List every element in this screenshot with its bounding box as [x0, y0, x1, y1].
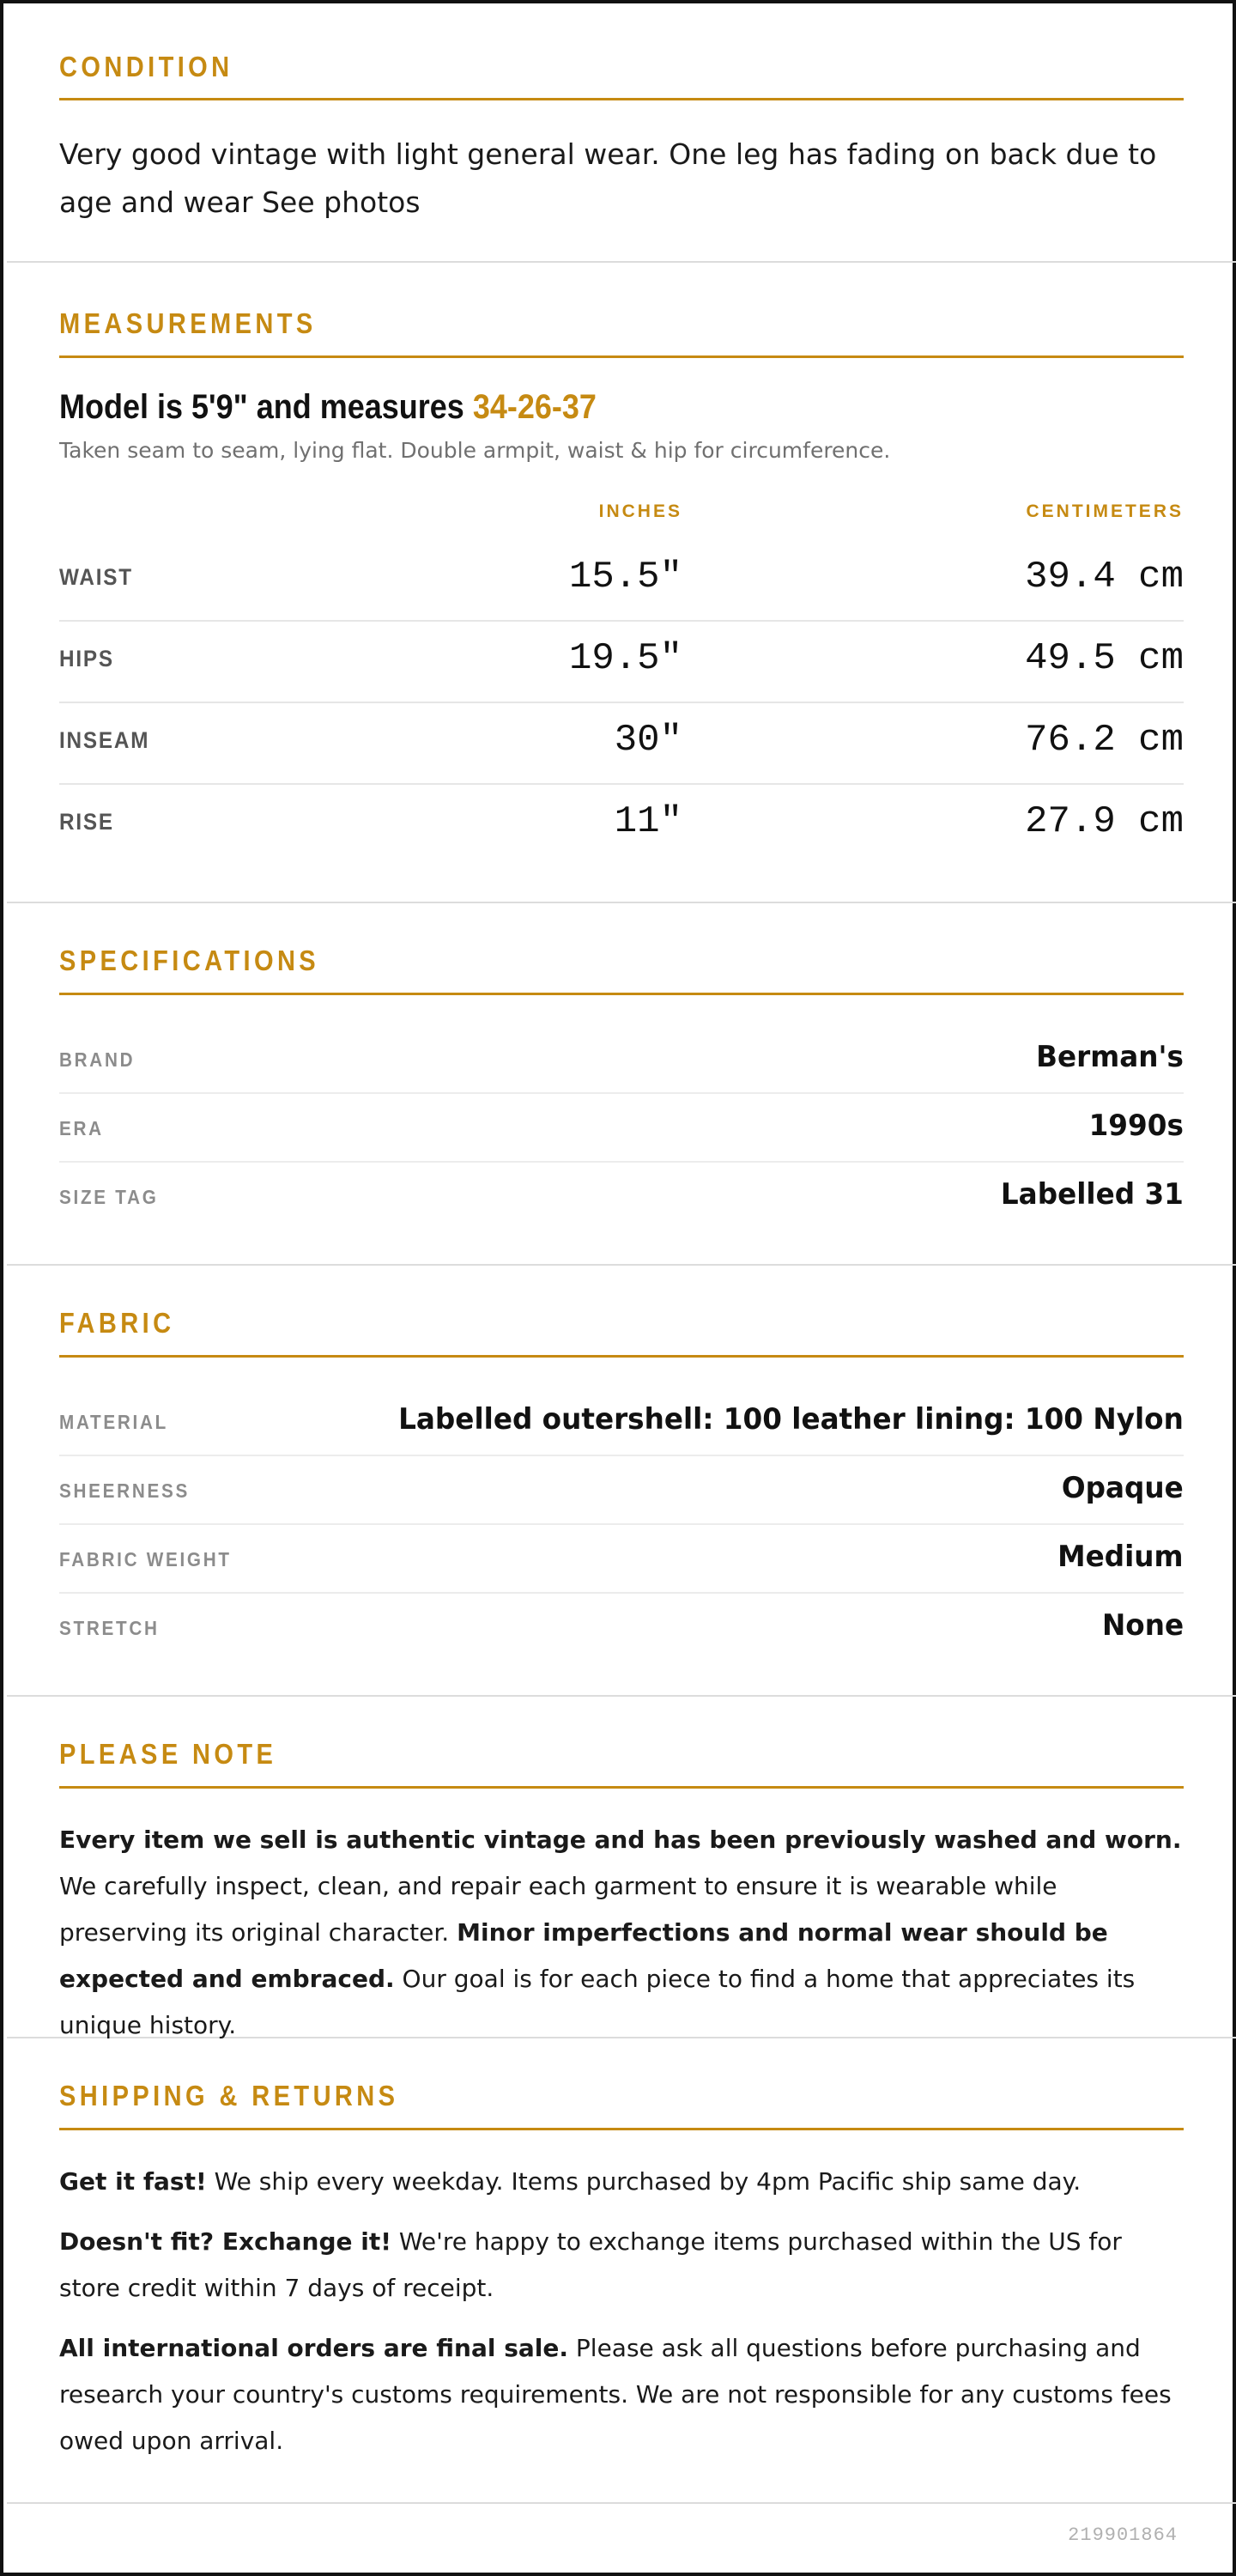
measurement-inches: 15.5" — [568, 556, 682, 598]
measurement-inches: 30" — [614, 719, 682, 762]
condition-rule — [59, 98, 1184, 100]
spec-value: Berman's — [1036, 1040, 1184, 1074]
fabric-row-sheerness — [59, 1456, 1184, 1525]
shipping-text-3: Please ask all questions before purchasing and research your country's customs requirements. We are not responsible for any customs fees owed upon arrival. — [59, 2334, 1172, 2455]
measurement-inches: 11" — [614, 800, 682, 843]
fabric-label: STRETCH — [59, 1617, 160, 1639]
fabric-title: FABRIC — [59, 1307, 175, 1339]
fabric-value: Medium — [1057, 1540, 1184, 1574]
specifications-title: SPECIFICATIONS — [59, 945, 320, 976]
fabric-row-material — [59, 1388, 1184, 1456]
fabric-label: FABRIC WEIGHT — [59, 1548, 232, 1571]
item-id: 219901864 — [1068, 2524, 1178, 2546]
please-note-bold-1: Every item we sell is authentic vintage and has been previously washed and worn. — [59, 1826, 1182, 1854]
fabric-rule — [59, 1355, 1184, 1358]
condition-text: Very good vintage with light general wear. One leg has fading on back due to age and wear See photos — [59, 137, 1157, 219]
measurement-row-hips — [59, 622, 1184, 703]
spec-label: SIZE TAG — [59, 1186, 159, 1208]
measurement-label: WAIST — [59, 564, 133, 590]
measurement-label: RISE — [59, 809, 114, 835]
specifications-section — [7, 903, 1236, 1266]
spec-label: BRAND — [59, 1048, 136, 1071]
fabric-row-stretch — [59, 1594, 1184, 1662]
please-note-text — [59, 1817, 1184, 2049]
measurement-label: INSEAM — [59, 727, 150, 753]
please-note-title: PLEASE NOTE — [59, 1738, 277, 1770]
measurement-label: HIPS — [59, 646, 114, 671]
fabric-label: SHEERNESS — [59, 1479, 190, 1502]
fabric-value: None — [1101, 1608, 1184, 1643]
inches-column-header: INCHES — [598, 501, 682, 521]
measurement-inches: 19.5" — [568, 637, 682, 680]
condition-title: CONDITION — [59, 51, 233, 82]
specifications-rule — [59, 993, 1184, 995]
shipping-section — [7, 2038, 1236, 2504]
measurements-section — [7, 263, 1236, 903]
fabric-value: Labelled outershell: 100 leather lining: 100 Nylon — [398, 1402, 1184, 1437]
please-note-rule — [59, 1786, 1184, 1789]
measurement-cm: 27.9 cm — [1025, 800, 1184, 843]
fabric-row-weight — [59, 1525, 1184, 1594]
shipping-paragraph-international — [59, 2325, 1184, 2464]
measurement-cm: 76.2 cm — [1025, 719, 1184, 762]
please-note-section — [7, 1697, 1236, 2038]
shipping-bold-2: Doesn't fit? Exchange it! — [59, 2227, 391, 2256]
spec-value: Labelled 31 — [1001, 1177, 1184, 1212]
please-note-text-1: We carefully inspect, clean, and repair each garment to ensure it is wearable while preserving its original character. — [59, 1872, 1057, 1947]
measurements-rule — [59, 355, 1184, 358]
fabric-label: MATERIAL — [59, 1411, 169, 1433]
fabric-section — [7, 1266, 1236, 1697]
shipping-rule — [59, 2128, 1184, 2130]
centimeters-column-header: CENTIMETERS — [1026, 501, 1184, 521]
shipping-bold-3: All international orders are final sale. — [59, 2334, 569, 2362]
spec-row-era — [59, 1094, 1184, 1163]
spec-value: 1990s — [1088, 1109, 1184, 1143]
spec-row-size-tag — [59, 1163, 1184, 1231]
measurement-cm: 39.4 cm — [1025, 556, 1184, 598]
please-note-bold-2: Minor imperfections and normal wear should be expected and embraced. — [59, 1918, 1108, 1993]
fabric-value: Opaque — [1062, 1471, 1184, 1505]
spec-label: ERA — [59, 1117, 104, 1139]
shipping-text-1: We ship every weekday. Items purchased by 4pm Pacific ship same day. — [206, 2167, 1082, 2196]
shipping-bold-1: Get it fast! — [59, 2167, 207, 2196]
condition-section — [7, 3, 1236, 263]
model-measures-prefix: Model is 5'9" and measures — [59, 388, 473, 426]
measurement-row-inseam — [59, 703, 1184, 785]
measurement-note: Taken seam to seam, lying flat. Double armpit, waist & hip for circumference. — [59, 438, 891, 463]
shipping-paragraph-fast — [59, 2159, 1184, 2205]
spec-row-brand — [59, 1025, 1184, 1094]
shipping-text-2: We're happy to exchange items purchased within the US for store credit within 7 days of receipt. — [59, 2227, 1122, 2302]
shipping-paragraph-exchange — [59, 2219, 1184, 2312]
please-note-text-2: Our goal is for each piece to find a home that appreciates its unique history. — [59, 1965, 1136, 2039]
shipping-title: SHIPPING & RETURNS — [59, 2080, 399, 2111]
measurements-title: MEASUREMENTS — [59, 307, 317, 339]
measurement-row-waist — [59, 540, 1184, 622]
model-measures-value: 34-26-37 — [472, 388, 597, 426]
model-measures-line — [59, 388, 597, 427]
measurement-row-rise — [59, 785, 1184, 866]
measurement-cm: 49.5 cm — [1025, 637, 1184, 680]
